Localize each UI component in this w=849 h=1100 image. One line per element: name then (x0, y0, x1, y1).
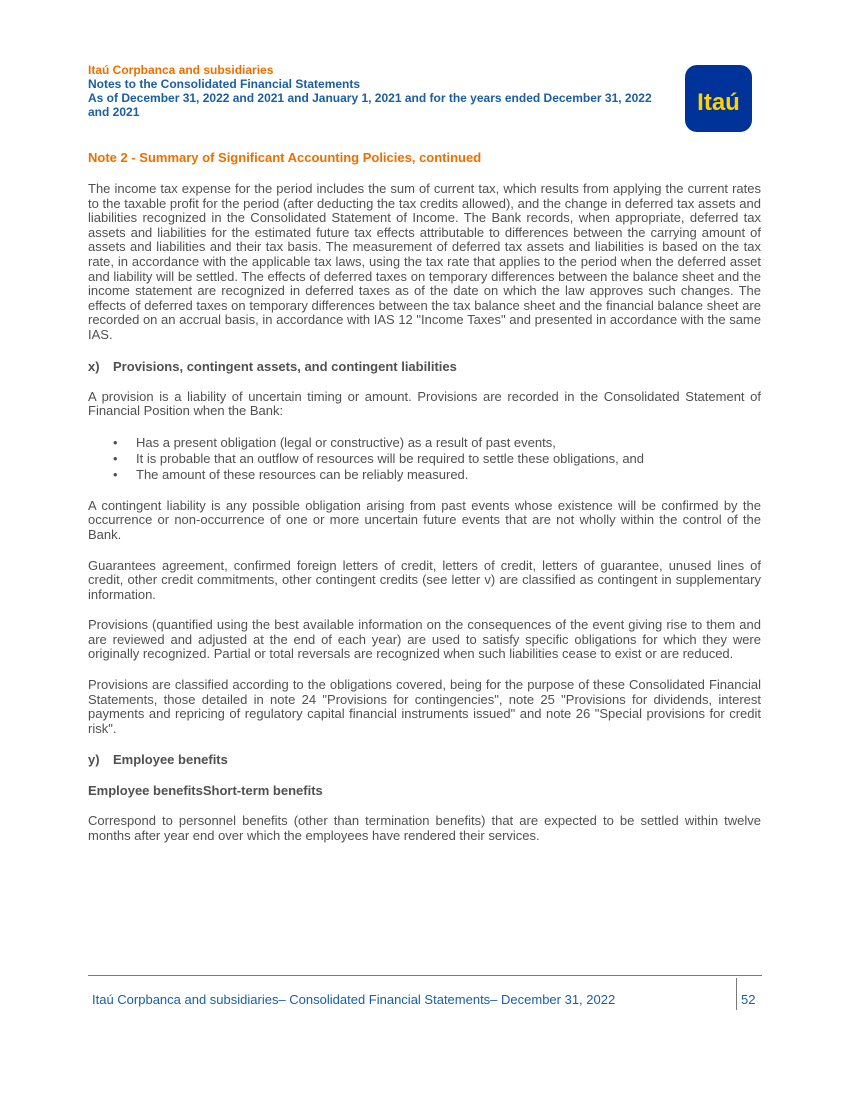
note-title: Note 2 - Summary of Significant Accounting Policies, continued (88, 150, 482, 165)
list-item: • It is probable that an outflow of resources will be required to settle these obligations, and (88, 451, 761, 467)
header-subtitle: Notes to the Consolidated Financial Statements (88, 77, 361, 91)
main-content (88, 150, 761, 860)
section-y-heading (88, 752, 761, 767)
logo-text: Itaú (697, 89, 740, 116)
itau-logo-graphic (685, 65, 752, 132)
paragraph-short-term-benefits: Correspond to personnel benefits (other than termination benefits) that are expected to be settled within twelve months after year end over which the employees have rendered their services. (88, 813, 761, 844)
provision-conditions-list (88, 435, 761, 483)
section-y-title: Employee benefits (113, 752, 228, 768)
section-y-letter: y) (88, 752, 100, 768)
footer-vertical-divider (736, 978, 737, 1010)
header-period: As of December 31, 2022 and 2021 and January 1, 2021 and for the years ended December 31, 2022 (88, 91, 652, 105)
footer-divider (88, 975, 762, 976)
page-header (88, 63, 688, 119)
paragraph-income-tax: The income tax expense for the period includes the sum of current tax, which results from applying the current rates to the taxable profit for the period (after deducting the tax credits allowed), and the change in deferred tax assets and liabilities recognized in the Consolidated Statement of Income. The Bank records, when appropriate, deferred tax assets and liabilities for the estimated future tax effects attributable to differences between the carrying amount of assets and liabilities and their tax basis. The measurement of deferred tax assets and liabilities is based on the tax rate, in accordance with the applicable tax laws, using the tax rate that applies to the period when the deferred asset and liability will be settled. The effects of deferred taxes on temporary differences between the balance sheet and the income statement are recognized in deferred taxes as of the date on which the law approves such changes. The effects of deferred taxes on temporary differences between the tax balance sheet and the financial balance sheet are recorded on an accrual basis, in accordance with IAS 12 "Income Taxes" and presented in accordance with the same IAS. (88, 181, 761, 342)
list-item: • The amount of these resources can be reliably measured. (88, 467, 761, 483)
section-x-title: Provisions, contingent assets, and contingent liabilities (113, 358, 457, 374)
itau-logo (685, 65, 752, 132)
paragraph-guarantees: Guarantees agreement, confirmed foreign letters of credit, letters of credit, letters of guarantee, unused lines of credit, other credit commitments, other contingent credits (see letter v) are classified as contingent in supplementary information. (88, 557, 761, 602)
footer-text: Itaú Corpbanca and subsidiaries– Consolidated Financial Statements– December 31, 2022 (92, 992, 616, 1007)
list-item: • Has a present obligation (legal or constructive) as a result of past events, (88, 435, 761, 451)
paragraph-provision-definition: A provision is a liability of uncertain timing or amount. Provisions are recorded in the Consolidated Statement of Financial Position when the Bank: (88, 388, 761, 419)
page-number: 52 (741, 992, 756, 1007)
paragraph-provisions-quantified: Provisions (quantified using the best available information on the consequences of the event giving rise to them and are reviewed and adjusted at the end of each year) are used to satisfy specific obligations for which they were originally recognized. Partial or total reversals are recognized when such liabilities cease to exist or are reduced. (88, 617, 761, 662)
header-company: Itaú Corpbanca and subsidiaries (88, 63, 274, 77)
header-period-continued: and 2021 (88, 105, 140, 119)
paragraph-provisions-classified: Provisions are classified according to the obligations covered, being for the purpose of these Consolidated Financial Statements, those detailed in note 24 "Provisions for contingencies", note 25 "Provisions for dividends, interest payments and repricing of regulatory capital financial instruments issued" and note 26 "Special provisions for credit risk". (88, 677, 761, 736)
section-x-heading (88, 359, 761, 374)
short-term-benefits-heading: Employee benefitsShort-term benefits (88, 783, 323, 799)
paragraph-contingent-liability: A contingent liability is any possible obligation arising from past events whose existence will be confirmed by the occurrence or non-occurrence of one or more uncertain future events that are not wholly within the control of the Bank. (88, 497, 761, 542)
section-x-letter: x) (88, 358, 100, 374)
